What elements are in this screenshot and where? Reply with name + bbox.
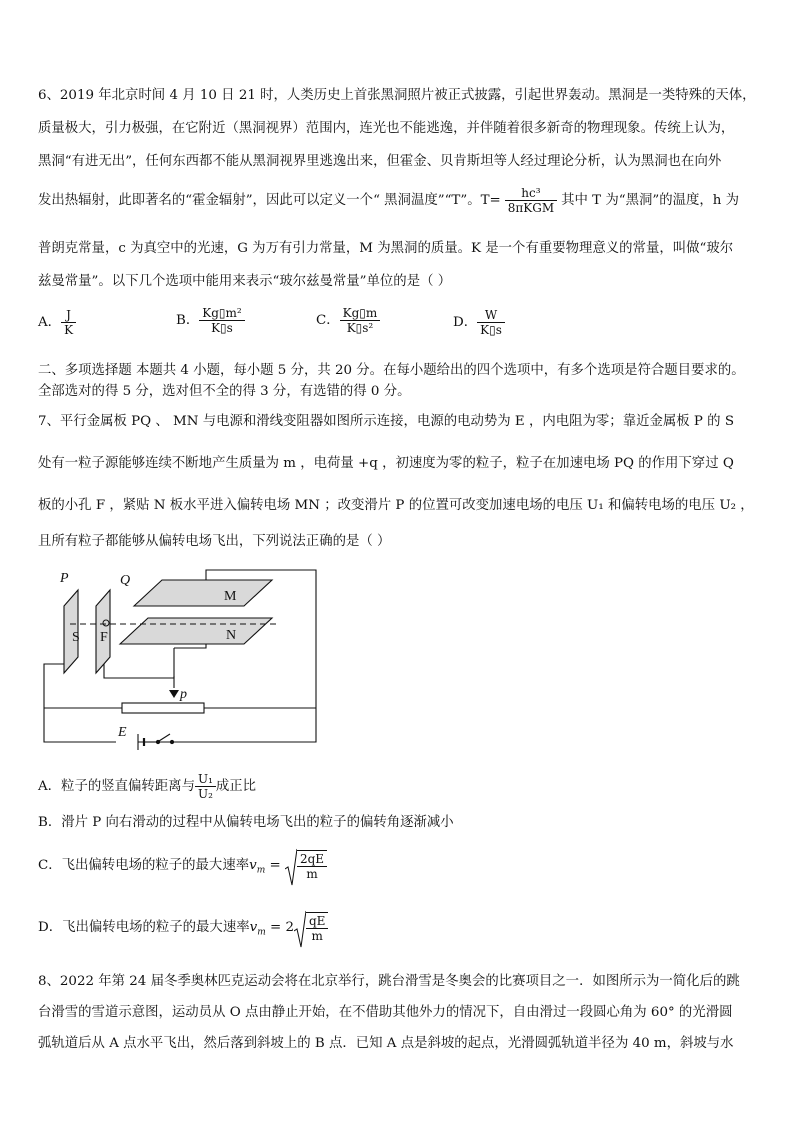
plate-m — [134, 580, 272, 606]
rheostat — [122, 703, 204, 713]
q7-line-3: 板的小孔 F ，紧贴 N 板水平进入偏转电场 MN ；改变滑片 P 的位置可改变加速电场的电压 U₁ 和偏转电场的电压 U₂ ， — [38, 498, 754, 513]
sqrt-sign: $\frac{2qE}{m}$ — [285, 850, 327, 881]
q6-line-2: 质量极大，引力极强，在它附近（黑洞视界）范围内，连光也不能逃逸，并伴随着很多新奇的物理现象。传统上认为， — [38, 121, 735, 136]
label-s: S — [72, 630, 80, 645]
plate-n — [120, 618, 272, 644]
slider-arrow — [169, 690, 179, 698]
section-2-line-1: 二、多项选择题 本题共 4 小题，每小题 5 分，共 20 分。在每小题给出的四个选项中，有多个选项是符合题目要求的。 — [38, 363, 745, 378]
option-fraction: $\frac{W}{K▯s}$ — [477, 308, 505, 337]
label-p: P — [60, 571, 69, 586]
q6-option-d[interactable] — [453, 308, 505, 337]
temperature-formula — [505, 186, 557, 215]
section-2-line-2: 全部选对的得 5 分，选对但不全的得 3 分，有选错的得 0 分。 — [38, 384, 411, 399]
q6-line-4 — [38, 186, 739, 215]
label-n: N — [226, 628, 237, 643]
q6-line-3: 黑洞“有进无出”，任何东西都不能从黑洞视界里逃逸出来，但霍金、贝肯斯坦等人经过理论分析，认为黑洞也在向外 — [38, 154, 722, 169]
wire-q-to-slider — [104, 662, 174, 678]
label-q: Q — [120, 573, 131, 588]
q8-line-1: 8、2022 年第 24 届冬季奥林匹克运动会将在北京举行，跳台滑雪是冬奥会的比赛项目之一．如图所示为一简化后的跳 — [38, 974, 740, 989]
option-fraction: $\frac{J}{K}$ — [61, 308, 76, 337]
q6-line-4-b: 其中 T 为“黑洞”的温度，h 为 — [561, 193, 740, 208]
q7-option-b[interactable]: B．滑片 P 向右滑动的过程中从偏转电场飞出的粒子的偏转角逐渐减小 — [38, 815, 454, 830]
option-label: A． — [38, 315, 62, 330]
label-f: F — [100, 630, 108, 645]
q6-line-5: 普朗克常量，c 为真空中的光速，G 为万有引力常量，M 为黑洞的质量。K 是一个有重要物理意义的常量，叫做“玻尔 — [38, 241, 734, 256]
option-label: B． — [176, 313, 200, 328]
option-label: D． — [453, 315, 478, 330]
q6-line-1: 6、2019 年北京时间 4 月 10 日 21 时，人类历史上首张黑洞照片被正式披露，引起世界轰动。黑洞是一类特殊的天体， — [38, 88, 756, 103]
q7-option-a[interactable]: A．粒子的竖直偏转距离与 $\frac{\text{U₁}}{\text{U₂}}$ 成正比 — [38, 772, 257, 801]
q7-line-2: 处有一粒子源能够连续不断地产生质量为 m ，电荷量 +q ，初速度为零的粒子，粒子在加速电场 PQ 的作用下穿过 Q — [38, 456, 734, 471]
option-label: C． — [316, 313, 340, 328]
circuit-diagram — [38, 562, 328, 754]
q6-option-c[interactable] — [316, 306, 380, 335]
q7-line-1: 7、平行金属板 PQ 、 MN 与电源和滑线变阻器如图所示连接，电源的电动势为 E ，内电阻为零；靠近金属板 P 的 S — [38, 414, 734, 429]
sqrt-sign: $\frac{qE}{m}$ — [294, 912, 328, 943]
switch — [159, 734, 170, 741]
label-slider-p: p — [180, 687, 187, 702]
q7-option-d[interactable]: D．飞出偏转电场的粒子的最大速率$v_m = 2$ $\frac{qE}{m}$ — [38, 912, 328, 943]
q8-line-2: 台滑雪的雪道示意图，运动员从 O 点由静止开始，在不借助其他外力的情况下，自由滑过一段圆心角为 60° 的光滑圆 — [38, 1005, 733, 1020]
formula-denominator: 8πKGM — [507, 201, 555, 215]
q7-line-4: 且所有粒子都能够从偏转电场飞出，下列说法正确的是（ ） — [38, 534, 391, 549]
label-e: E — [118, 725, 127, 740]
option-a-fraction: $\frac{\text{U₁}}{\text{U₂}}$ — [195, 772, 216, 801]
q6-option-a[interactable] — [38, 308, 76, 337]
option-fraction: $\frac{\text{Kg▯m²}}{K▯s}$ — [199, 306, 244, 335]
option-fraction: $\frac{Kg▯m}{\text{K▯s²}}$ — [340, 306, 381, 335]
q6-option-b[interactable] — [176, 306, 245, 335]
label-m: M — [224, 589, 237, 604]
q7-option-c[interactable]: C．飞出偏转电场的粒子的最大速率$v_m$ = $\frac{2qE}{m}$ — [38, 850, 327, 881]
q8-line-3: 弧轨道后从 A 点水平飞出，然后落到斜坡上的 B 点．已知 A 点是斜坡的起点，光滑圆弧轨道半径为 40 m，斜坡与水 — [38, 1036, 734, 1051]
formula-numerator: hc³ — [505, 186, 557, 201]
q6-line-4-a: 发出热辐射，此即著名的“霍金辐射”，因此可以定义一个“ 黑洞温度”“T”。T= — [38, 193, 501, 208]
q6-line-6: 兹曼常量”。以下几个选项中能用来表示“玻尔兹曼常量”单位的是（ ） — [38, 274, 452, 289]
